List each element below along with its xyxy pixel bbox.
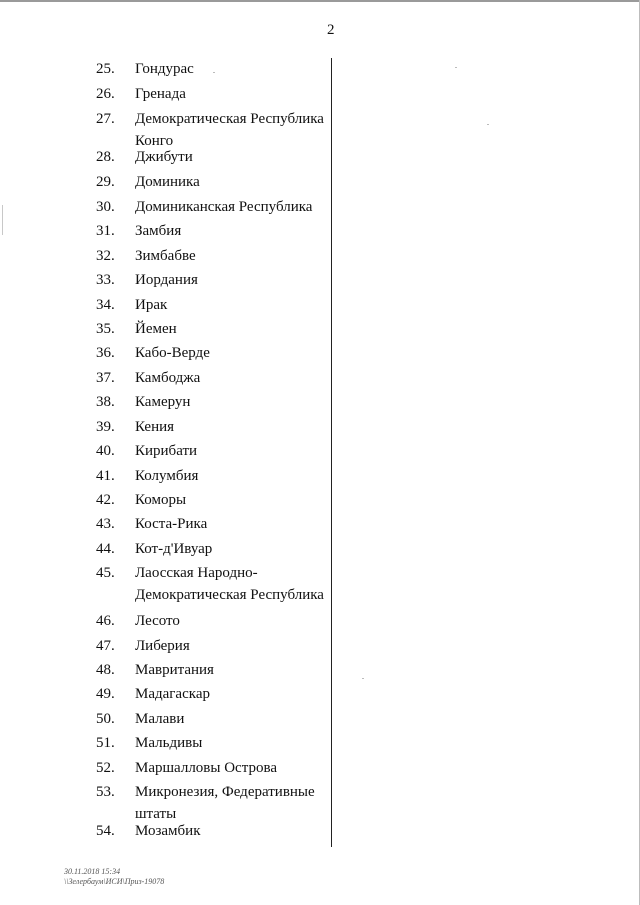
item-number: 38.	[96, 394, 115, 410]
country-name: Либерия	[135, 638, 190, 654]
country-name: Гренада	[135, 86, 186, 102]
item-number: 43.	[96, 516, 115, 532]
document-footer	[64, 867, 164, 887]
item-number: 35.	[96, 321, 115, 337]
item-number: 25.	[96, 61, 115, 77]
item-number: 50.	[96, 711, 115, 727]
country-name: Лаосская Народно-Демократическая Республика	[135, 565, 324, 603]
item-number: 30.	[96, 199, 115, 215]
item-number: 28.	[96, 149, 115, 165]
country-name: Демократическая Республика Конго	[135, 111, 324, 149]
item-number: 41.	[96, 468, 115, 484]
country-name: Маршалловы Острова	[135, 760, 277, 776]
country-name: Ирак	[135, 297, 168, 313]
country-name: Мозамбик	[135, 823, 201, 839]
item-number: 34.	[96, 297, 115, 313]
item-number: 37.	[96, 370, 115, 386]
item-number: 52.	[96, 760, 115, 776]
country-name: Зимбабве	[135, 248, 196, 264]
country-name: Лесото	[135, 613, 180, 629]
footer-timestamp: 30.11.2018 15:34	[64, 867, 121, 876]
country-name: Джибути	[135, 149, 193, 165]
item-number: 46.	[96, 613, 115, 629]
item-number: 47.	[96, 638, 115, 654]
item-number: 39.	[96, 419, 115, 435]
item-number: 42.	[96, 492, 115, 508]
country-name: Кот-д'Ивуар	[135, 541, 213, 557]
item-number: 48.	[96, 662, 115, 678]
country-name: Йемен	[135, 321, 177, 337]
country-name: Кабо-Верде	[135, 345, 210, 361]
country-name: Коста-Рика	[135, 516, 208, 532]
item-number: 53.	[96, 784, 115, 800]
country-name: Мавритания	[135, 662, 214, 678]
country-name: Доминика	[135, 174, 200, 190]
item-number: 36.	[96, 345, 115, 361]
item-number: 31.	[96, 223, 115, 239]
country-name: Мадагаскар	[135, 686, 210, 702]
country-name: Мальдивы	[135, 735, 203, 751]
item-number: 40.	[96, 443, 115, 459]
item-number: 49.	[96, 686, 115, 702]
country-name: Камбоджа	[135, 370, 201, 386]
country-name: Замбия	[135, 223, 182, 239]
item-number: 33.	[96, 272, 115, 288]
item-number: 44.	[96, 541, 115, 557]
country-name: Малави	[135, 711, 185, 727]
item-number: 29.	[96, 174, 115, 190]
page-number: 2	[327, 22, 335, 38]
footer-file-path: \\Зелербаум\ИСИ\Приз-19078	[64, 877, 165, 886]
country-name: Колумбия	[135, 468, 199, 484]
country-name: Камерун	[135, 394, 191, 410]
item-number: 45.	[96, 565, 115, 581]
country-name: Гондурас	[135, 61, 194, 77]
item-number: 54.	[96, 823, 115, 839]
country-name: Доминиканская Республика	[135, 199, 313, 215]
country-name: Микронезия, Федеративные штаты	[135, 784, 315, 822]
country-name: Коморы	[135, 492, 187, 508]
item-number: 27.	[96, 111, 115, 127]
country-name: Иордания	[135, 272, 198, 288]
item-number: 51.	[96, 735, 115, 751]
item-number: 26.	[96, 86, 115, 102]
item-number: 32.	[96, 248, 115, 264]
country-name: Кения	[135, 419, 175, 435]
country-name: Кирибати	[135, 443, 198, 459]
